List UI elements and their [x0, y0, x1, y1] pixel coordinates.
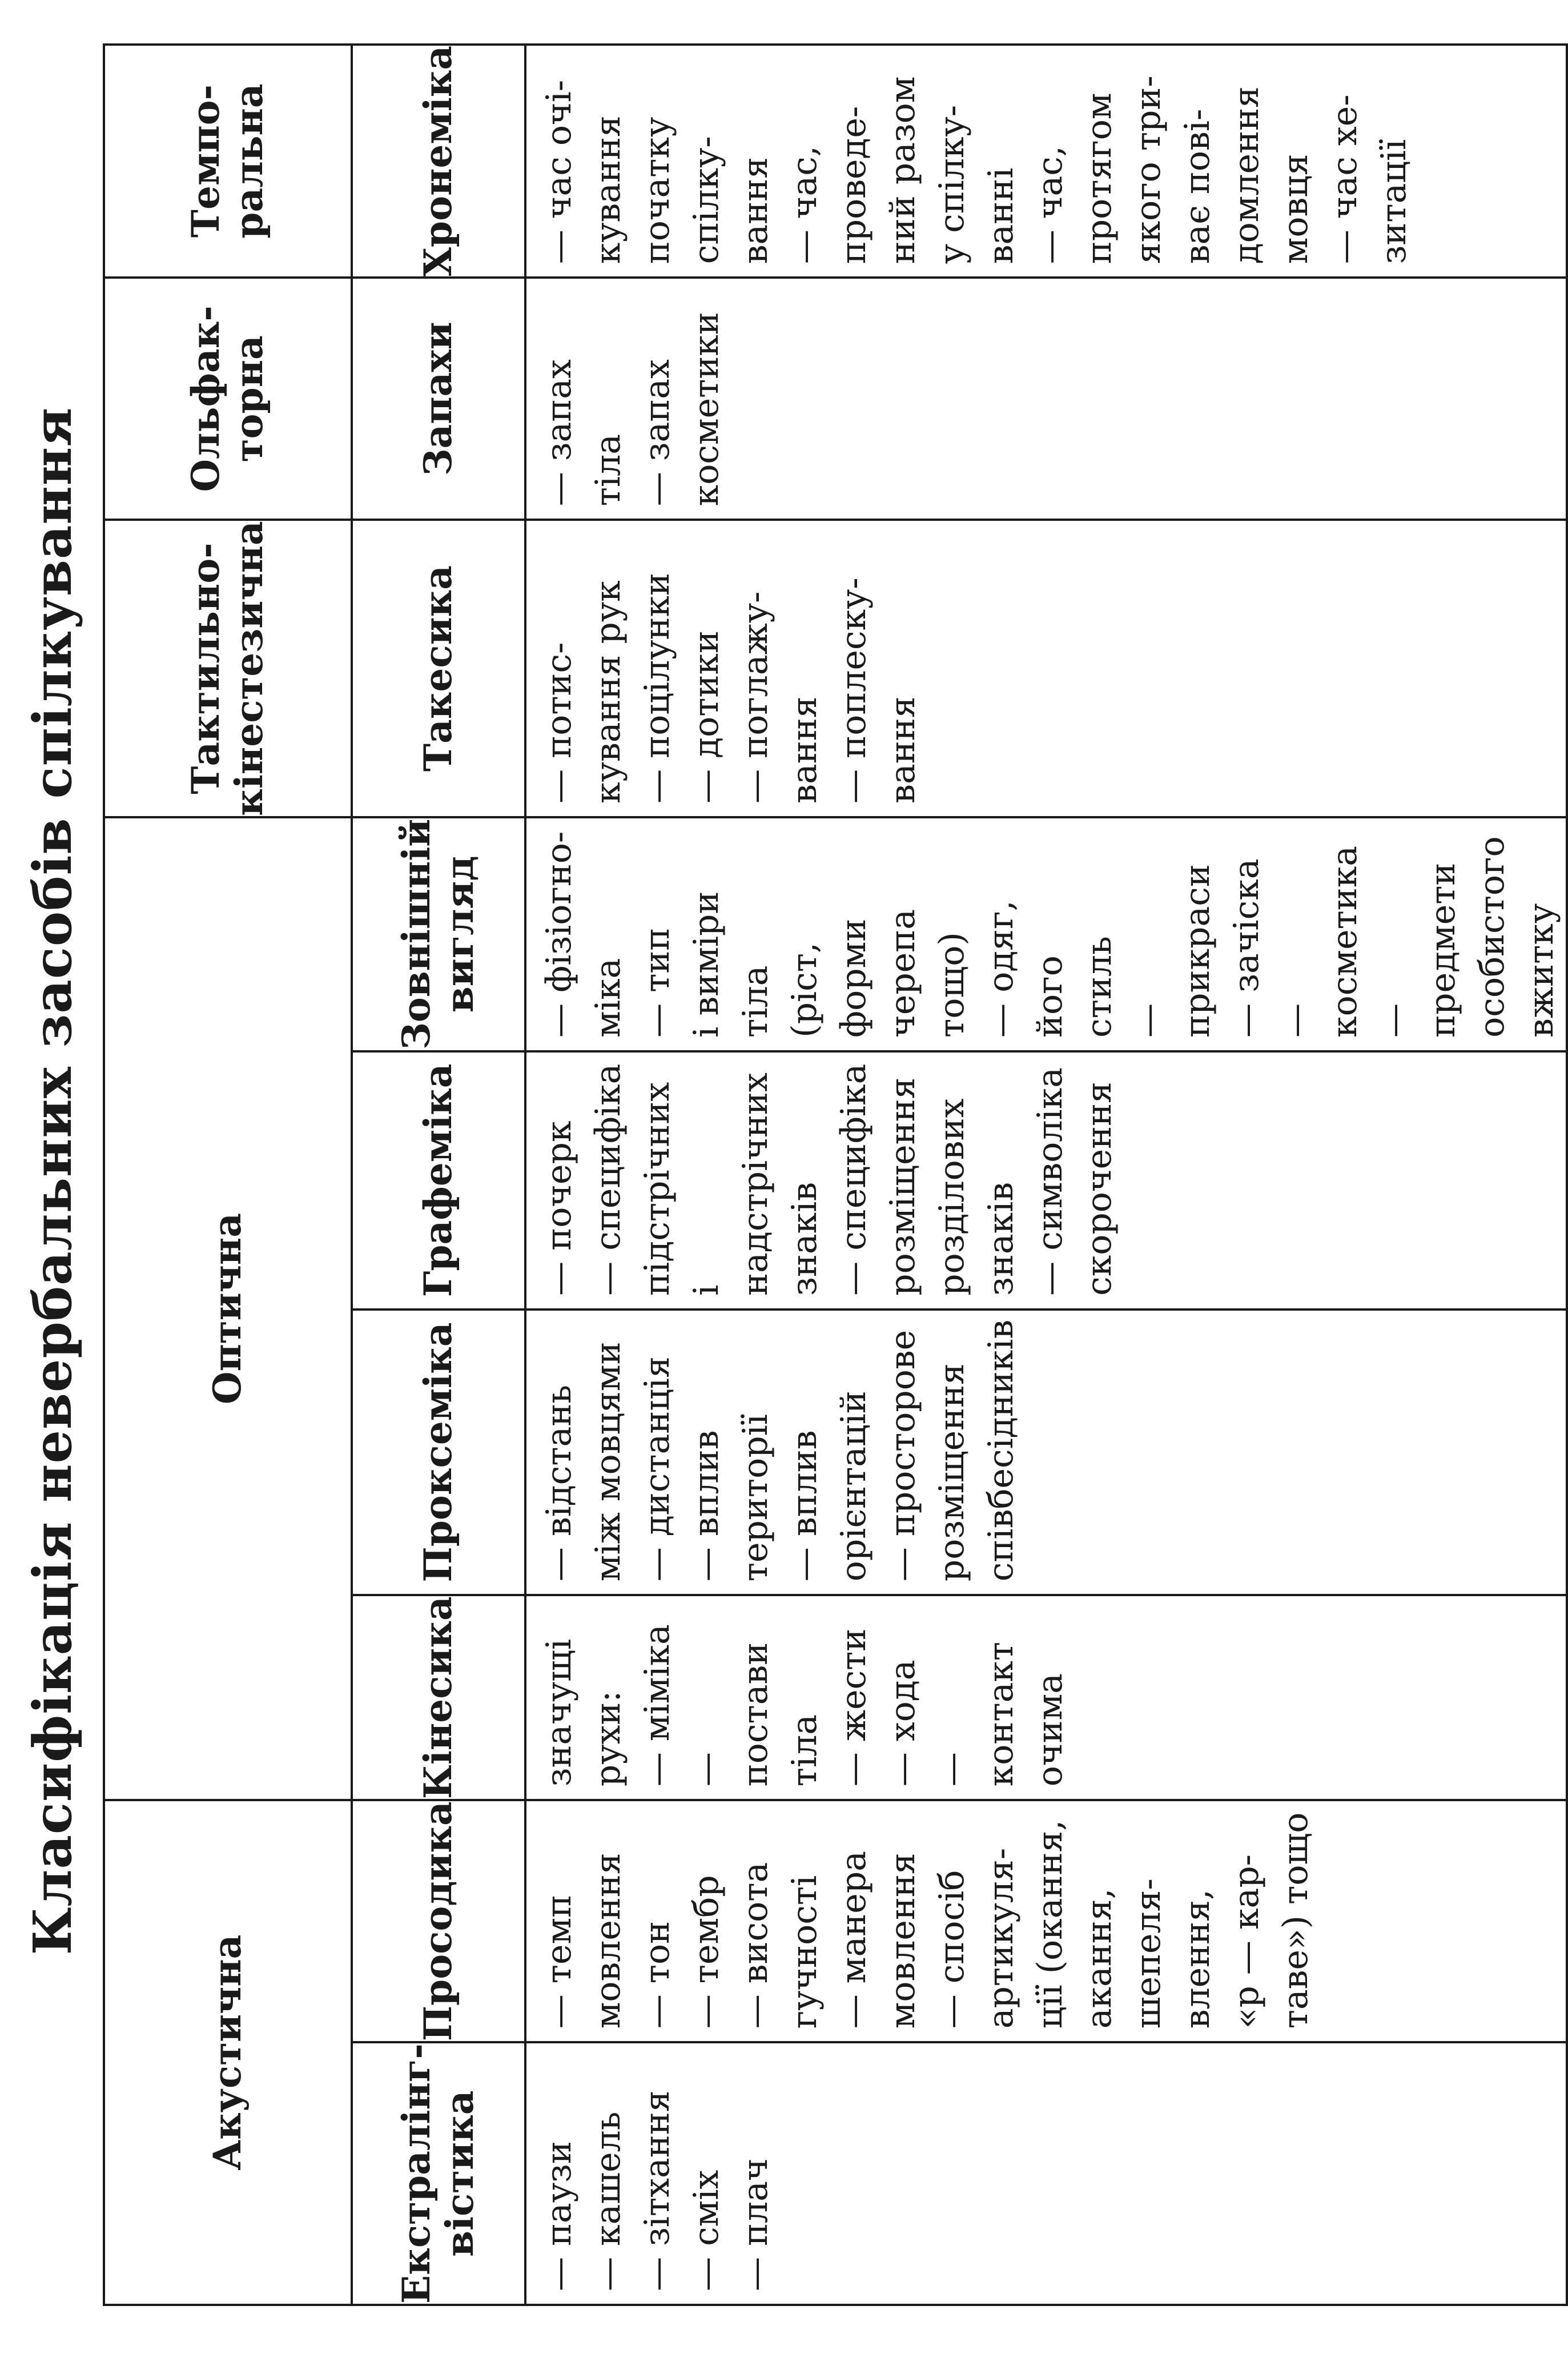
- column-header-graphemics: Графеміка: [352, 1051, 525, 1309]
- cell-text: — потис- кування рук — поцілунки — дотики — поглажу- вання — поплеску- вання: [539, 572, 923, 804]
- cell-prosody: [525, 1800, 1567, 2042]
- group-header-temporal: Темпо-ральна: [104, 45, 352, 278]
- column-header-extralinguistics: Екстралінг-вістика: [352, 2042, 525, 2305]
- content-row: [525, 45, 1567, 2305]
- cell-kinesics: [525, 1595, 1567, 1800]
- cell-text: — запах тіла — запах косметики: [539, 312, 726, 507]
- column-header-takesics: Такесика: [352, 520, 525, 817]
- column-header-chronemics: Хронеміка: [352, 45, 525, 278]
- column-header-prosody: Просодика: [352, 1800, 525, 2042]
- cell-takesics: [525, 520, 1567, 817]
- column-header-smells: Запахи: [352, 278, 525, 520]
- cell-text: — фізіогно- міка — тип і виміри тіла (ріст, форми черепа тощо) — одяг, його стиль — прикраси — зачіска — косметика — предмети особистого вжитку: [539, 831, 1561, 1038]
- group-header-optical: Оптична: [104, 817, 352, 1800]
- group-header-tactile: Тактильно-кінестезична: [104, 520, 352, 817]
- cell-text: — почерк — специфіка підстрічних і надстрічних знаків — специфіка розміщення розділових знаків — символіка скорочення: [539, 1063, 1119, 1296]
- column-header-appearance: Зовнішній вигляд: [352, 817, 525, 1051]
- cell-text: — час очі- кування початку спілку- вання — час, проведе- ний разом у спілку- ванні — час, протягом якого три- ває пові- домлення мовця — час хе- зитації: [539, 75, 1414, 264]
- group-header-row: [104, 45, 352, 2305]
- cell-appearance: [525, 817, 1567, 1051]
- cell-graphemics: [525, 1051, 1567, 1309]
- cell-text: — відстань між мовцями — дистанція — вплив території — вплив орієнтацій — просторове розміщення співбесідників: [539, 1319, 1021, 1582]
- page-title: Класифікація невербальних засобів спілкування: [22, 407, 83, 1955]
- cell-smells: [525, 278, 1567, 520]
- cell-text: значущі рухи: — міміка — постави тіла — жести — хода — контакт очима: [539, 1624, 1070, 1787]
- classification-table: [103, 43, 1568, 2306]
- cell-text: — темп мовлення — тон — тембр — висота гучності — манера мовлення — спосіб артикуля- ції (окання, акання, шепеля- влення, «р — кар- таве») тощо: [539, 1812, 1316, 2029]
- cell-proxemics: [525, 1309, 1567, 1595]
- subgroup-header-row: [352, 45, 525, 2305]
- column-header-proxemics: Проксеміка: [352, 1309, 525, 1595]
- cell-chronemics: [525, 45, 1567, 278]
- group-header-acoustic: Акустична: [104, 1800, 352, 2305]
- group-header-olfactory: Ольфак-торна: [104, 278, 352, 520]
- cell-text: — паузи — кашель — зітхання — сміх — плач: [539, 2090, 775, 2291]
- cell-extralinguistics: [525, 2042, 1567, 2305]
- column-header-kinesics: Кінесика: [352, 1595, 525, 1800]
